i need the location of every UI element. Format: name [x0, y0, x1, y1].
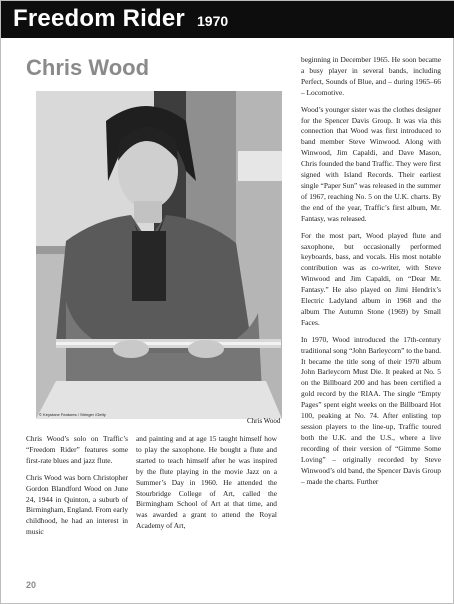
- paragraph: For the most part, Wood played flute and saxophone, but occasionally performed keyboards, bass, and vocals. His most notable contribution was as co-writer, with Steve Winwood and Jim Capaldi, on “Dear Mr. Fantasy.” He also played on Jimi Hendrix’s Electric Ladyland album in 1968 and the album The Autumn Stone (1969) by Small Faces.: [301, 230, 441, 327]
- text-column-2: [136, 434, 277, 538]
- series-header-bar: [1, 1, 454, 38]
- text-column-1: [26, 434, 128, 544]
- series-title: Freedom Rider: [13, 5, 185, 32]
- article-title: Chris Wood: [26, 55, 150, 80]
- photo-credit: © Keystone Features / Stringer /Getty: [39, 412, 106, 417]
- paragraph: beginning in December 1965. He soon became a busy player in several bands, including Perfect, Sounds of Blue, and – during 1965–66 – Locomotive.: [301, 55, 441, 97]
- paragraph: Chris Wood was born Christopher Gordon Blandford Wood on June 24, 1944 in Quinton, a suburb of Birmingham, England. From early childhood, he had an interest in music: [26, 472, 129, 537]
- text-column-3: [301, 55, 441, 493]
- musician-photo: [36, 91, 282, 419]
- photo-caption: Chris Wood: [247, 417, 281, 425]
- series-year: 1970: [197, 13, 229, 29]
- paragraph: Chris Wood’s solo on Traffic’s “Freedom Rider” features some first-rate blues and jazz flute.: [26, 434, 128, 465]
- paragraph: In 1970, Wood introduced the 17th-century traditional song “John Barleycorn” to the band. It became the title song of their 1970 album John Barleycorn Must Die. It peaked at No. 5 on the Billboard 200 and has been certified a gold record by the RIAA. The single “Empty Pages” spent eight weeks on the Billboard Hot 100, peaking at No. 74. After enlisting top session players to the line-up, Traffic toured both the U.K. and the U.S., where a live recording of their version of “Gimme Some Loving” – originally recorded by Steve Winwood’s old band, the Spencer Davis Group – made the charts. Further: [301, 334, 441, 486]
- paragraph: and painting and at age 15 taught himself how to play the saxophone. He bought a flute and started to teach himself after he was inspired by the flute playing in the movie Jazz on a Summer’s Day in 1960. He attended the Stourbridge College of Art, called the Birmingham School of Art at that time, and was awarded a grant to attend the Royal Academy of Art,: [136, 434, 277, 531]
- paragraph: Wood’s younger sister was the clothes designer for the Spencer Davis Group. It was via this connection that Wood was first introduced to band member Steve Winwood. Along with Winwood, Jim Capaldi, and Dave Mason, Chris founded the band Traffic. They were first signed with Island Records. Their earliest single “Paper Sun” was released in the summer of 1967, reaching No. 5 on the U.K. charts. By the end of the year, Traffic’s first album, Mr. Fantasy, was released.: [301, 104, 441, 223]
- page-number: 20: [26, 580, 37, 590]
- photo-illustration: [36, 91, 282, 419]
